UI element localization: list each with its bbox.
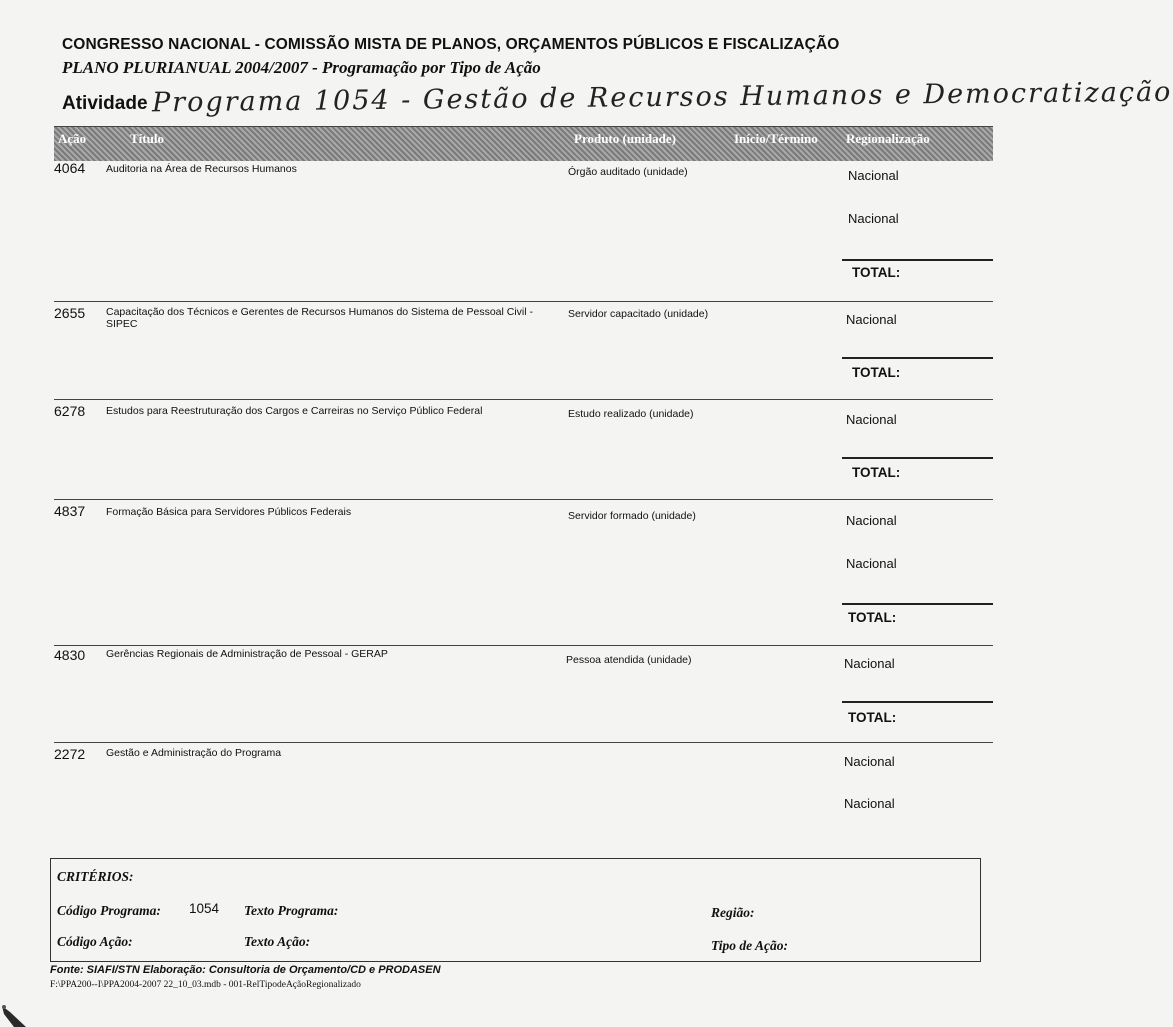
action-product: Servidor capacitado (unidade) [568,308,709,320]
tipo-acao-label: Tipo de Ação: [711,938,788,953]
total-label: TOTAL: [848,610,897,625]
action-title-continued: SIPEC [106,318,138,330]
region-value: Nacional [848,211,899,226]
total-rule [842,259,993,261]
col-header-regionalizacao: Regionalização [846,131,930,146]
region-value: Nacional [844,656,895,671]
total-label: TOTAL: [852,365,901,380]
codigo-acao-label: Código Ação: [57,934,133,949]
action-title: Gestão e Administração do Programa [106,747,282,759]
section-divider [54,645,993,646]
section-divider [54,499,993,500]
total-rule [842,603,993,605]
region-value: Nacional [844,754,895,769]
section-divider [54,399,993,400]
action-type-label: Atividade [62,93,148,114]
action-code: 4064 [54,160,86,176]
action-title: Estudos para Reestruturação dos Cargos e Carreiras no Serviço Público Federal [106,405,483,417]
pen-tip-icon [0,1000,40,1027]
action-code: 2272 [54,746,86,762]
report-subtitle: PLANO PLURIANUAL 2004/2007 - Programação por Tipo de Ação [62,58,541,77]
region-value: Nacional [846,513,897,528]
section-divider [54,301,993,302]
region-value: Nacional [846,312,897,327]
action-code: 2655 [54,305,86,321]
action-product: Órgão auditado (unidade) [568,166,688,178]
col-header-produto: Produto (unidade) [574,131,676,146]
total-rule [842,701,993,703]
criteria-box [50,858,981,962]
action-title: Capacitação dos Técnicos e Gerentes de Recursos Humanos do Sistema de Pessoal Civil - [106,306,534,318]
total-rule [842,357,993,359]
region-value: Nacional [846,412,897,427]
action-product: Pessoa atendida (unidade) [566,654,692,666]
total-label: TOTAL: [852,265,901,280]
action-product: Servidor formado (unidade) [568,510,696,522]
action-code: 4837 [54,503,86,519]
footer-file-path: F:\PPA200--I\PPA2004-2007 22_10_03.mdb - 001-RelTipodeAçãoRegionalizado [50,980,361,990]
action-code: 4830 [54,647,86,663]
region-value: Nacional [844,796,895,811]
report-header-title: CONGRESSO NACIONAL - COMISSÃO MISTA DE PLANOS, ORÇAMENTOS PÚBLICOS E FISCALIZAÇÃO [62,36,840,53]
total-label: TOTAL: [852,465,901,480]
action-code: 6278 [54,403,86,419]
codigo-programa-label: Código Programa: [57,903,161,918]
col-header-titulo: Título [130,131,164,146]
col-header-acao: Ação [58,131,87,146]
action-title: Auditoria na Área de Recursos Humanos [106,163,297,175]
regiao-label: Região: [711,905,755,920]
footer-source: Fonte: SIAFI/STN Elaboração: Consultoria de Orçamento/CD e PRODASEN [50,964,441,976]
criteria-heading: CRITÉRIOS: [57,869,134,884]
region-value: Nacional [846,556,897,571]
texto-programa-label: Texto Programa: [244,903,339,918]
region-value: Nacional [848,168,899,183]
total-label: TOTAL: [848,710,897,725]
col-header-inicio-termino: Início/Término [734,131,818,146]
total-rule [842,457,993,459]
action-product: Estudo realizado (unidade) [568,408,694,420]
action-title: Gerências Regionais de Administração de Pessoal - GERAP [106,648,388,660]
handwritten-program-note: Programa 1054 - Gestão de Recursos Humanos e Democratização [151,76,1173,119]
section-divider [54,742,993,743]
action-title: Formação Básica para Servidores Públicos Federais [106,506,352,518]
texto-acao-label: Texto Ação: [244,934,311,949]
column-header-bar [54,126,993,161]
codigo-programa-value: 1054 [189,901,220,916]
